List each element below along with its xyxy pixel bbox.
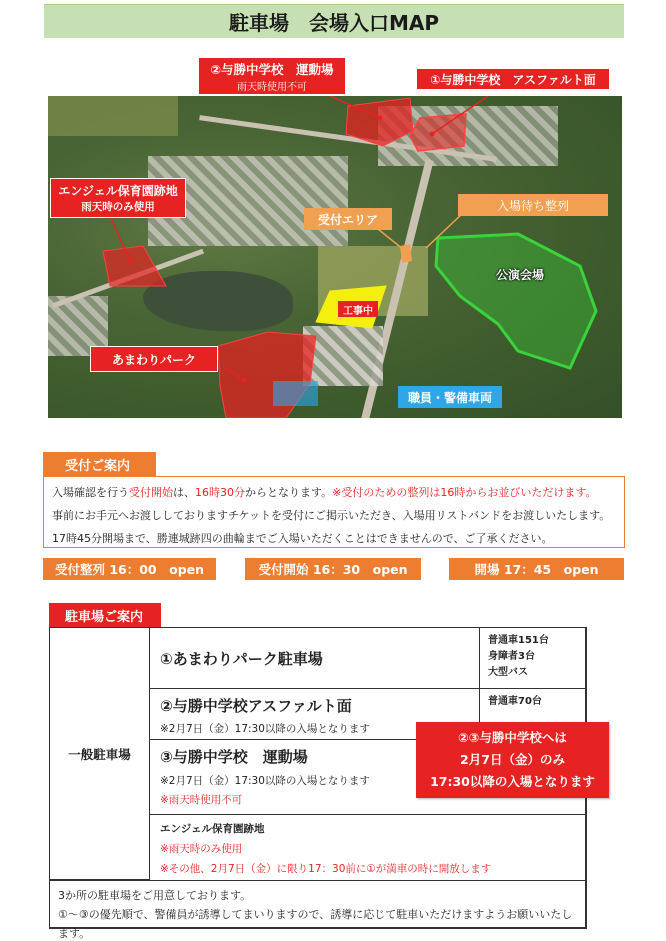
label-venue: 公演会場 <box>495 267 544 282</box>
parking-row-1-name <box>149 627 480 689</box>
parking-row-4-note-red-2: ※その他、2月7日（金）に限り17：30前に①が満車の時に開放します <box>160 863 492 875</box>
reception-line-1-hl2: 16時30分 <box>195 486 245 499</box>
parking-row-1-cap3: 大型バス <box>488 667 528 678</box>
reception-line-1-hl3: ※受付のための整列は16時からお並びいただけます。 <box>332 486 597 499</box>
label-queue: 入場待ち整列 <box>458 194 608 216</box>
callout-school-field <box>198 57 346 95</box>
reception-info-box <box>43 476 625 548</box>
marker-nursery <box>128 259 133 264</box>
label-reception-area: 受付エリア <box>304 208 392 230</box>
reception-line-1-post: からとなります。 <box>245 486 333 499</box>
reception-line-1-mid: は、 <box>173 486 195 499</box>
parking-row-3-title: ③与勝中学校 運動場 <box>160 748 308 766</box>
parking-row-1-cap1: 普通車151台 <box>488 635 549 646</box>
parking-row-4-title: エンジェル保育園跡地 <box>160 823 265 835</box>
zone-staff <box>273 381 318 406</box>
callout-nursery <box>50 178 186 218</box>
school-entry-warning <box>416 722 609 798</box>
reception-line-1 <box>52 481 616 504</box>
marker-school-field <box>378 116 383 121</box>
callout-school-asphalt-line1: ①与勝中学校 アスファルト面 <box>430 72 596 87</box>
callout-school-asphalt <box>416 68 610 90</box>
callout-nursery-line1: エンジェル保育園跡地 <box>58 184 178 198</box>
parking-footer-line-2: ①～③の優先順で、警備員が誘導してまいりますので、誘導に応じて駐車いただけますようお願いいたします。 <box>58 908 573 940</box>
parking-row-4-name <box>149 814 587 881</box>
reception-line-2: 事前にお手元へお渡ししておりますチケットを受付にご掲示いただき、入場用リストバンドをお渡しいたします。 <box>52 509 611 522</box>
label-construction: 工事中 <box>338 301 378 317</box>
reception-line-3: 17時45分開場まで、勝連城跡四の曲輪までご入場いただくことはできませんので、ご了承ください。 <box>52 532 553 545</box>
parking-category-cell <box>49 627 150 880</box>
zone-venue <box>436 234 596 368</box>
venue-map <box>48 96 622 418</box>
marker-amawari <box>242 378 247 383</box>
parking-row-4-note-red: ※雨天時のみ使用 <box>160 843 243 855</box>
zone-nursery <box>103 246 166 286</box>
parking-row-2-cap1: 普通車70台 <box>488 696 542 707</box>
school-entry-warning-line-1: ②③与勝中学校へは <box>458 730 567 745</box>
label-staff: 職員・警備車両 <box>398 386 502 408</box>
reception-line-1-hl1: 受付開始 <box>129 486 173 499</box>
parking-category: 一般駐車場 <box>68 746 131 762</box>
time-queue-open: 受付整列 16：00 open <box>43 558 216 580</box>
parking-row-3-note: ※2月7日（金）17:30以降の入場となります <box>160 775 370 787</box>
school-entry-warning-line-2: 2月7日（金）のみ <box>460 752 565 767</box>
leader-reception <box>378 229 404 250</box>
page-title: 駐車場 会場入口MAP <box>44 4 624 38</box>
parking-row-1-cap2: 身障者3台 <box>488 651 535 662</box>
reception-tab: 受付ご案内 <box>43 452 156 476</box>
time-reception-open: 受付開始 16：30 open <box>245 558 421 580</box>
parking-footer <box>49 880 587 940</box>
zone-school-asphalt <box>410 114 466 151</box>
parking-footer-line-1: 3か所の駐車場をご用意しております。 <box>58 889 252 902</box>
reception-line-1-pre: 入場確認を行う <box>52 486 129 499</box>
time-doors-open: 開場 17：45 open <box>449 558 624 580</box>
parking-tab: 駐車場ご案内 <box>49 603 161 627</box>
zone-school-field <box>346 98 413 146</box>
callout-nursery-line2: 雨天時のみ使用 <box>81 201 155 213</box>
callout-school-field-line2: 雨天時使用不可 <box>237 81 307 93</box>
parking-row-3-note-red: ※雨天時使用不可 <box>160 794 243 806</box>
school-entry-warning-line-3: 17:30以降の入場となります <box>430 774 595 789</box>
zone-reception <box>400 244 412 263</box>
marker-school-asphalt <box>430 132 435 137</box>
parking-row-1-capacity <box>479 627 587 689</box>
parking-row-2-title: ②与勝中学校アスファルト面 <box>160 697 352 715</box>
label-amawari: あまわりパーク <box>90 346 218 372</box>
parking-row-1-title: ①あまわりパーク駐車場 <box>160 649 323 668</box>
callout-school-field-line1: ②与勝中学校 運動場 <box>210 61 334 77</box>
parking-row-2-note: ※2月7日（金）17:30以降の入場となります <box>160 723 370 735</box>
